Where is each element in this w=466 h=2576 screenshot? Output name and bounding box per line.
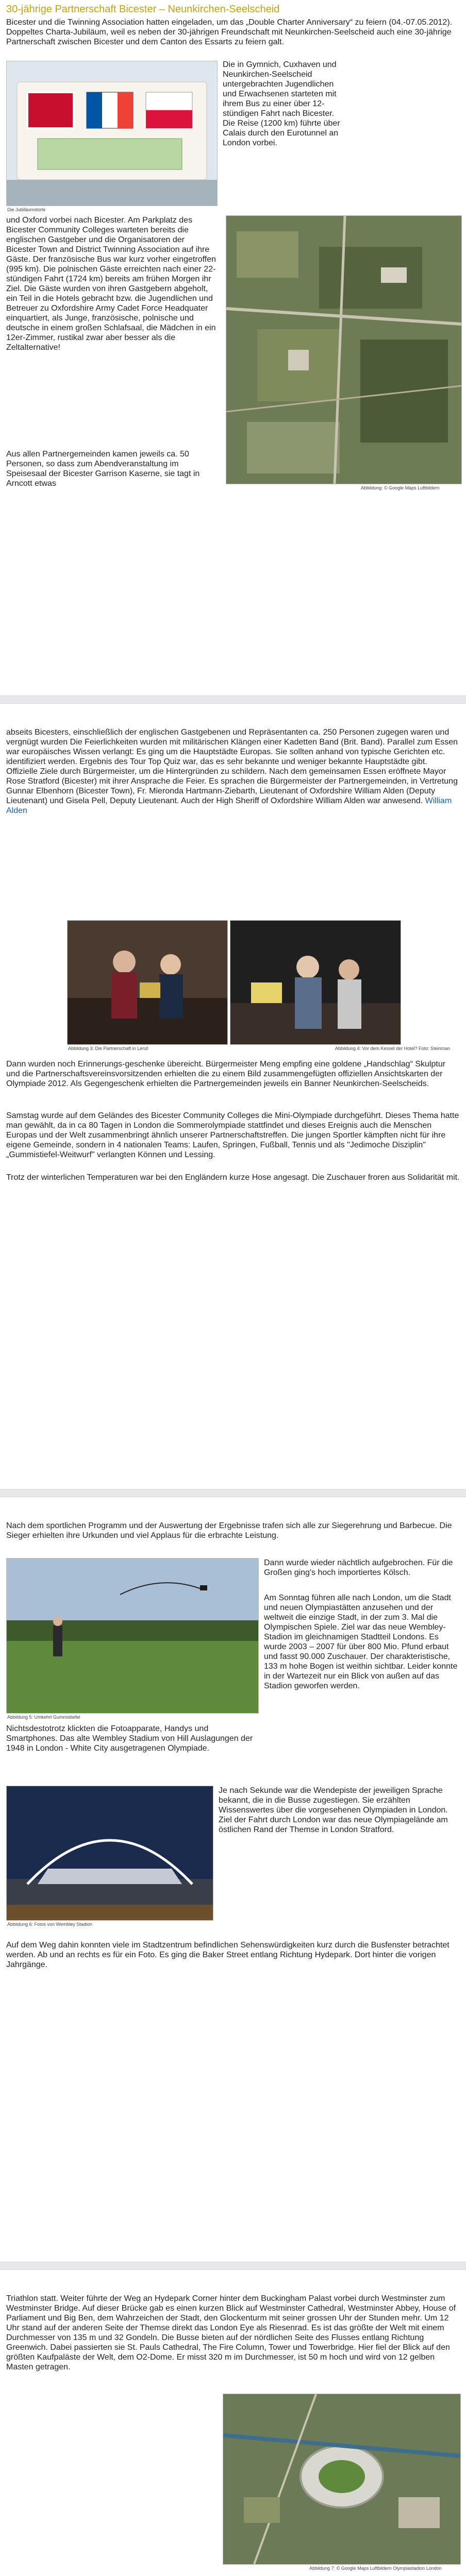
map-caption: Abbildung: © Google Maps Luftbildern	[361, 485, 440, 490]
ceremony-photo-left	[67, 920, 228, 1045]
satellite-map-image	[226, 216, 461, 484]
page-separator-2	[0, 1489, 466, 1497]
section-1	[0, 0, 466, 693]
evening-text: Dann wurde wieder nächtlich aufgebrochen. Für die Großen ging's hoch importiertes Kölsch.	[264, 1558, 453, 1577]
ceremony-photo-left-image	[68, 921, 227, 1044]
cake-illustration	[7, 61, 217, 206]
page-separator-1	[0, 696, 466, 704]
cameras-text: Nichtsdestotrotz klickten die Fotoapparate, Handys und Smartphones. Das alte Wembley Stadium von Hill Auslagungen der 1948 in London - White City ausgetragenen Olympiade.	[6, 1724, 253, 1753]
olympic-map-caption: Abbildung 7: © Google Maps Luftbildern Olympiastadion London	[309, 2566, 442, 2571]
guests-text: Aus allen Partnergemeinden kamen jeweils ca. 50 Personen, so dass zum Abendveranstaltung im Speisesaal der Bicester Garrison Kaserne, sie tagt in Arncott etwas	[6, 450, 200, 488]
olympic-park-map-image	[223, 2394, 460, 2564]
travel-text: Die in Gymnich, Cuxhaven und Neunkirchen-Seelscheid untergebrachten Jugendlichen und Erwachsenen starteten mit ihrem Bus zu einer über 12-stündigen Fahrt nach Bicester. Die Reise (1200 km) führte über Calais durch den Eurotunnel an London vorbei.	[223, 60, 340, 147]
mini-olympics-text: Samstag wurde auf dem Geländes des Bicester Community Colleges die Mini-Olympiade durchgeführt. Dieses Thema hatte man gewählt, da in ca 80 Tagen in London die Sommerolympiade stattfindet und dieses Ereignis auch die Menschen Europas und der Welt zusammenbringt ähnlich unserer Partnerschaftstreffen. Die jungen Sportler kämpften nicht für ihre eigene Gemeinde, sondern in 4 nationalen Teams: Laufen, Springen, Fußball, Tennis und als "Jedimoche Disziplin" „Gummistiefel-Weitwurf" verlangten Können und Lessing.	[6, 1111, 459, 1159]
gifts-text: Dann wurden noch Erinnerungs-geschenke übereicht. Bürgermeister Meng empfing eine goldene „Handschlag“ Skulptur und die Partnerschaftsvereinsvorsitzenden erhielten die zu einem Bild zusammengefügten offiziellen Ansichtskarten der Olympiade 2012. Als Gegengeschenk erhielten die Partnergemeinden jeweils ein Banner Neunkirchen-Seelscheids.	[6, 1060, 446, 1088]
jubilee-cake-photo	[6, 61, 218, 206]
celebration-text	[6, 727, 460, 816]
wembley-image	[7, 1786, 213, 1920]
photo1-caption: Die Jubiläumstorte	[7, 207, 46, 212]
weather-text: Trotz der winterlichen Temperaturen war bei den Engländern kurze Hose angesagt. Die Zuschauer froren aus Solidarität mit.	[6, 1173, 460, 1182]
wembley-text: Am Sonntag führen alle nach London, um die Stadt und neuen Olympiastätten anzusehen und der weltweit die einzige Stadt, in der zum 3. Mal die Olympischen Spiele. Ziel war das neue Wembley-Stadion im gleichnamigen Stadtteil Londons. Es wurde 2003 – 2007 für über 800 Mio. Pfund erbaut und fasst 90.000 Zuschauer. Der charakteristische, 133 m hohe Bogen ist weithin sichtbar. Leider konnte in der Wartezeit nur ein Blick von außen auf das Stadion geworfen werden.	[264, 1594, 458, 1690]
section-3	[0, 1497, 466, 2260]
ceremony-right-caption: Abbildung 4: Vor dem Kessel der Hotel? Foto: Steinman	[335, 1046, 451, 1051]
ceremony-photo-right-image	[230, 921, 401, 1044]
wembley-caption: Abbildung 6: Fotos von Wembley Stadion	[7, 1922, 92, 1927]
section-4	[0, 2270, 466, 2576]
arrival-text: und Oxford vorbei nach Bicester. Am Parkplatz des Bicester Community Colleges warteten bereits die englischen Gastgeber und die Organisatoren der Bicester Town and District Twinning Association auf ihre Gäste. Der französische Bus war kurz vorher eingetroffen (995 km). Die polnischen Gäste erreichten nach einer 22-stündigen Fahrt (1724 km) bereits am frühen Morgen ihr Ziel. Die Gäste wurden von ihren Gastgebern abgeholt, ein Teil in die Hotels gebracht bzw. die Jugendlichen und Betreuer zu Oxfordshire Army Cadet Force Headquater einquartiert, als Junge, französische, polnische und deutsche in einem großen Schlafsaal, die Mädchen in ein 12er-Zimmer, rustikal zwar aber besser als die Zeltalternative!	[6, 216, 216, 352]
william-alden-link[interactable]: William Alden	[6, 796, 452, 815]
section-2	[0, 704, 466, 1487]
ceremony-photo-right	[230, 920, 401, 1045]
sightseeing-text: Auf dem Weg dahin konnten viele im Stadtzentrum befindlichen Sehenswürdigkeiten kurz durch die Busfenster betrachtet werden. Ab und an rechts es für ein Foto. Es ging die Baker Street entlang Richtung Hydepark. Dort hinter die vorigen Jahrgänge.	[6, 1941, 450, 1969]
intro-text: Bicester und die Twinning Association hatten eingeladen, um das „Double Charter Anniversary“ zu feiern (04.-07.05.2012). Doppeltes Charta-Jubiläum, weil es neben der 30-jährigen Freundschaft mit Neunkirchen-Seelscheid auch eine 30-jährige Partnerschaft zwischen Bicester und dem Canton des Essarts zu feiern galt.	[6, 18, 453, 46]
page-separator-3	[0, 2262, 466, 2270]
satellite-map	[226, 215, 462, 484]
guides-text: Je nach Sekunde war die Wendepiste der jeweiligen Sprache bekannt, die in die Busse zugestiegen. Sie erzählten Wissenswertes über die vorgesehenen Olympiaden in London. Ziel der Fahrt durch London war das neue Olympiagelände am östlichen Rand der Themse in London Stratford.	[219, 1786, 448, 1834]
boot-throw-caption: Abbildung 5: Umkehrt Gummistiefel	[7, 1715, 80, 1720]
olympic-park-map	[223, 2394, 461, 2565]
boot-throw-photo	[6, 1558, 259, 1714]
wembley-photo	[6, 1786, 213, 1921]
ceremony-left-caption: Abbildung 3: Die Partnerschaft in Lenzl	[68, 1046, 148, 1051]
page-title: 30-jährige Partnerschaft Bicester – Neunkirchen-Seelscheid	[6, 4, 280, 15]
barbecue-text: Nach dem sportlichen Programm und der Auswertung der Ergebnisse trafen sich alle zur Siegerehrung und Barbecue. Die Sieger erhielten ihre Urkunden und viel Applaus für die erbrachte Leistung.	[6, 1521, 452, 1540]
celebration-text-body: abseits Bicesters, einschließlich der englischen Gastgebenen und Repräsentanten ca. 250 Personen zugegen waren und vergnügt wurden Die Feierlichkeiten wurden mit militärischen Klängen einer Kadetten Band (Brit. Band). Parallel zum Essen war europäisches Wissen verlangt: Es ging um die Hauptstädte Europas. Sie sollten anhand von typische Gerichten etc. identifiziert werden. Ergebnis des Tour Top Quiz war, das es sehr bekannte und weniger bekannte Hauptstädte gibt. Offizielle Ziele durch Bürgermeister, um die Hintergründen zu schildern. Nach dem gemeinsamen Essen eröffnete Mayor Rose Stratford (Bicester) mit ihrer Ansprache die Feier. Es sprachen die Bürgermeister der Partnergemeinden, in Vertretung Gunnar Elbenhorn (Bicester Town), Fr. Mieronda Hartmann-Ziebarth, Lieutenant of Oxfordshire William Alden (Deputy Lieutenant) und Gisela Pell, Deputy Lieutenant. Auch der High Sheriff of Oxfordshire William Alden war anwesend.	[6, 728, 458, 805]
boot-throw-image	[7, 1558, 258, 1713]
london-route-text: Triathlon statt. Weiter führte der Weg an Hydepark Corner hinter dem Buckingham Palast vorbei durch Westminster zum Westminster Bridge. Auf dieser Brücke gab es einen kurzen Blick auf Westminster Cathedral, Westminster Abbey, House of Parliament und Big Ben, dem Wahrzeichen der Stadt, den Glockenturm mit seiner grossen Uhr der Stunden mehr. Um 12 Uhr stand auf der anderen Seite der Themse direkt das London Eye als Riesenrad. Es ist das größte der Welt mit einem Durchmesser von 135 m und 32 Gondeln. Die Busse bieten auf der nördlichen Seite des Flusses entlang Richtung Greenwich. Dabei passierten sie St. Pauls Cathedral, The Fire Column, Tower und Towerbridge. Hier fiel der Blick auf den größten Kaufpaläste der Welt, dem O2-Dome. Er misst 320 m im Durchmesser, ist 50 m hoch und wird von 12 gelben Masten getragen.	[6, 2294, 456, 2371]
